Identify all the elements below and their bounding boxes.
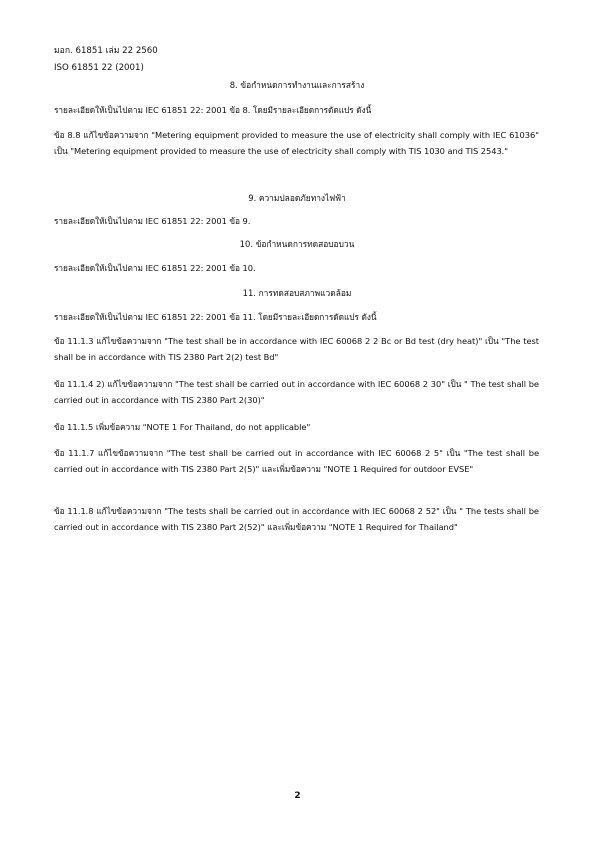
section-9-intro: รายละเอียดให้เป็นไปตาม IEC 61851 22: 2001 ข้อ 9. bbox=[54, 216, 251, 226]
section-11-clause-11-1-5: ข้อ 11.1.5 เพิ่มข้อความ "NOTE 1 For Thailand, do not applicable" bbox=[54, 422, 311, 432]
section-10-heading: 10. ข้อกำหนดการทดสอบอบวน bbox=[239, 239, 355, 249]
standard-number: มอก. 61851 เล่ม 22 2560 bbox=[54, 46, 158, 56]
section-11-clause-11-1-4: ข้อ 11.1.4 2) แก้ไขข้อความจาก "The test shall be carried out in accordance with IEC 60068 2 30" เป็น " The test shall be carried out in accordance with TIS 2380 Part 2(30)" bbox=[54, 379, 539, 405]
section-11-clause-11-1-3: ข้อ 11.1.3 แก้ไขข้อความจาก "The test shall be in accordance with IEC 60068 2 2 Bc or Bd test (dry heat)" เป็น "The test shall be in accordance with TIS 2380 Part 2(2) test Bd" bbox=[54, 336, 539, 362]
iso-reference: ISO 61851 22 (2001) bbox=[54, 63, 144, 73]
section-10-intro: รายละเอียดให้เป็นไปตาม IEC 61851 22: 2001 ข้อ 10. bbox=[54, 263, 256, 273]
section-9-heading: 9. ความปลอดภัยทางไฟฟ้า bbox=[248, 193, 346, 203]
section-8-clause-8-8: ข้อ 8.8 แก้ไขข้อความจาก "Metering equipment provided to measure the use of electricity shall comply with IEC 61036" เป็น "Metering equipment provided to measure the use of electricity shall comply with TIS 1030 and TIS 2543." bbox=[54, 130, 539, 156]
section-11-intro: รายละเอียดให้เป็นไปตาม IEC 61851 22: 2001 ข้อ 11. โดยมีรายละเอียดการดัดแปร ดังนี้ bbox=[54, 312, 377, 322]
section-8-heading: 8. ข้อกำหนดการทำงานและการสร้าง bbox=[229, 80, 365, 90]
section-8-intro: รายละเอียดให้เป็นไปตาม IEC 61851 22: 2001 ข้อ 8. โดยมีรายละเอียดการดัดแปร ดังนี้ bbox=[54, 105, 372, 115]
section-11-clause-11-1-8: ข้อ 11.1.8 แก้ไขข้อความจาก "The tests shall be carried out in accordance with IEC 60068 2 52" เป็น " The tests shall be carried out in accordance with TIS 2380 Part 2(52)" และเพิ่มข้อความ "NOTE 1 Required for Thailand" bbox=[54, 506, 539, 532]
section-11-clause-11-1-7: ข้อ 11.1.7 แก้ไขข้อความจาก "The test shall be carried out in accordance with IEC 60068 2 5" เป็น "The test shall be carried out in accordance with TIS 2380 Part 2(5)" และเพิ่มข้อความ "NOTE 1 Required for outdoor EVSE" bbox=[54, 448, 539, 474]
section-11-heading: 11. การทดสอบสภาพแวดล้อม bbox=[242, 288, 352, 298]
page-number: 2 bbox=[294, 791, 301, 801]
